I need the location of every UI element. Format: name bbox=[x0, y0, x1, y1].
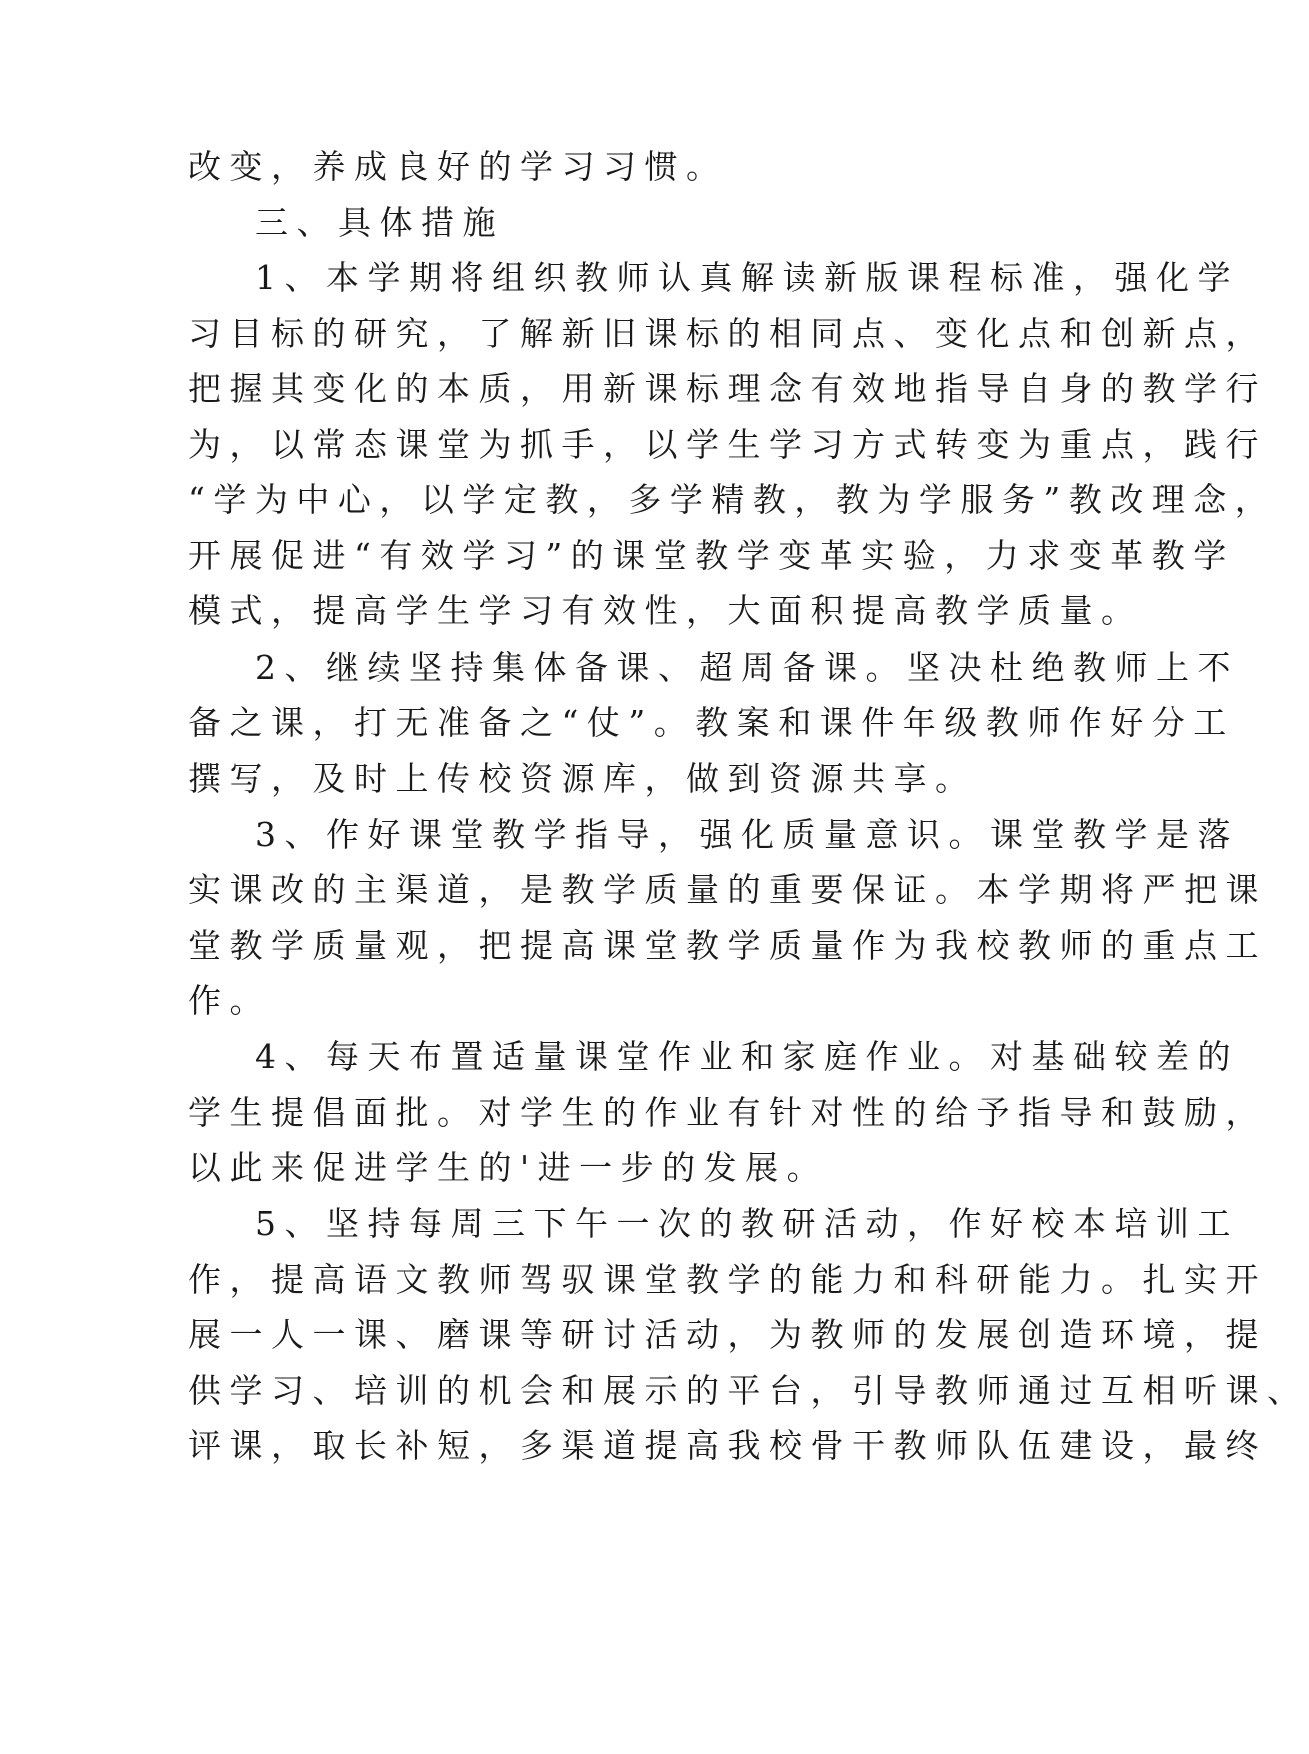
text-line: 评课，取长补短，多渠道提高我校骨干教师队伍建设，最终 bbox=[188, 1426, 1267, 1465]
text-line: 2、继续坚持集体备课、超周备课。坚决杜绝教师上不 bbox=[255, 648, 1239, 687]
text-line: 备之课，打无准备之“仗”。教案和课件年级教师作好分工 bbox=[188, 703, 1235, 742]
section-heading: 三、具体措施 bbox=[255, 203, 504, 242]
text-line: 展一人一课、磨课等研讨活动，为教师的发展创造环境，提 bbox=[188, 1315, 1267, 1354]
text-line: 开展促进“有效学习”的课堂教学变革实验，力求变革教学 bbox=[188, 536, 1235, 575]
text-line: “学为中心，以学定教，多学精教，教为学服务”教改理念， bbox=[188, 480, 1277, 519]
text-line: 3、作好课堂教学指导，强化质量意识。课堂教学是落 bbox=[255, 815, 1239, 854]
text-line: 习目标的研究，了解新旧课标的相同点、变化点和创新点， bbox=[188, 314, 1267, 353]
text-line: 实课改的主渠道，是教学质量的重要保证。本学期将严把课 bbox=[188, 870, 1267, 909]
text-line: 学生提倡面批。对学生的作业有针对性的给予指导和鼓励， bbox=[188, 1093, 1267, 1132]
text-line: 模式，提高学生学习有效性，大面积提高教学质量。 bbox=[188, 591, 1143, 630]
text-line: 把握其变化的本质，用新课标理念有效地指导自身的教学行 bbox=[188, 369, 1267, 408]
text-line: 5、坚持每周三下午一次的教研活动，作好校本培训工 bbox=[255, 1204, 1239, 1243]
text-line: 堂教学质量观，把提高课堂教学质量作为我校教师的重点工 bbox=[188, 926, 1267, 965]
text-line: 1、本学期将组织教师认真解读新版课程标准，强化学 bbox=[255, 258, 1239, 297]
text-line: 为，以常态课堂为抓手，以学生学习方式转变为重点，践行 bbox=[188, 425, 1267, 464]
text-line: 作。 bbox=[188, 981, 271, 1020]
text-line: 供学习、培训的机会和展示的平台，引导教师通过互相听课、 bbox=[188, 1371, 1309, 1410]
text-line: 作，提高语文教师驾驭课堂教学的能力和科研能力。扎实开 bbox=[188, 1260, 1267, 1299]
text-line: 4、每天布置适量课堂作业和家庭作业。对基础较差的 bbox=[255, 1037, 1239, 1076]
text-line: 以此来促进学生的'进一步的发展。 bbox=[188, 1148, 829, 1187]
text-line: 改变，养成良好的学习习惯。 bbox=[188, 147, 728, 186]
text-line: 撰写，及时上传校资源库，做到资源共享。 bbox=[188, 759, 977, 798]
